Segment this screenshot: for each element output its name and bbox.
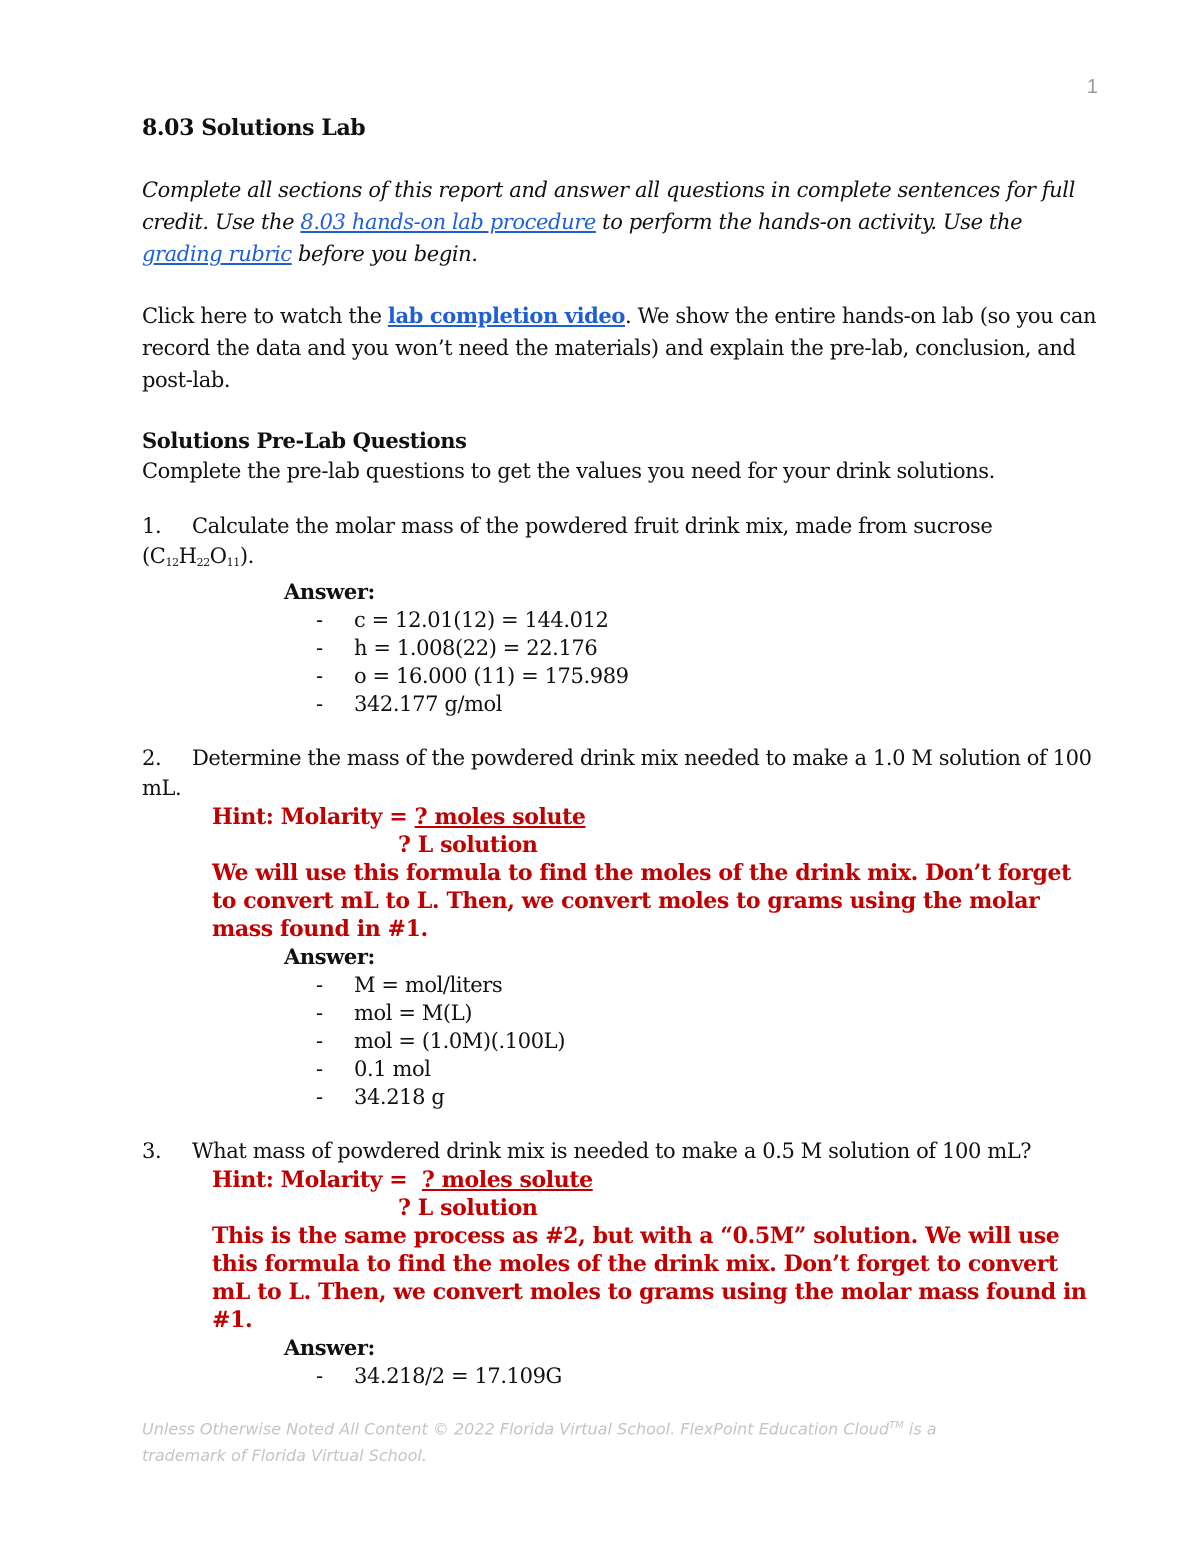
copyright-footer	[142, 1412, 1022, 1469]
question-2	[142, 743, 1102, 803]
question-1-answer-label: Answer:	[284, 579, 375, 604]
lab-completion-video-link[interactable]: lab completion video	[387, 303, 626, 328]
grading-rubric-link[interactable]: grading rubric	[142, 242, 292, 266]
question-1	[142, 511, 1102, 578]
hint-text: We will use this formula to find the moles of the drink mix. Don’t forget to convert mL to L. Then, we convert moles to grams using the molar mass found in #1.	[212, 860, 1071, 942]
video-text-after: . We show the entire hands-on lab (so you can record the data and you won’t need the materials) and explain the pre-lab, conclusion, and post-lab.	[142, 304, 1097, 392]
lab-procedure-link[interactable]: 8.03 hands-on lab procedure	[300, 210, 596, 234]
hint-denominator: ? L solution	[398, 832, 538, 858]
question-3-answers	[142, 1362, 1102, 1390]
intro-text-2: to perform the hands-on activity. Use the	[595, 210, 1023, 234]
footer-text-1: Unless Otherwise Noted All Content © 2022 Florida Virtual School. FlexPoint Education Cloud	[142, 1419, 890, 1439]
answer-item: - 34.218 g	[316, 1083, 1102, 1111]
question-3-number: 3.	[142, 1139, 162, 1163]
answer-item: - c = 12.01(12) = 144.012	[316, 606, 1102, 634]
page-title: 8.03 Solutions Lab	[142, 115, 366, 141]
answer-item: - M = mol/liters	[316, 971, 1102, 999]
hint-label: Hint: Molarity =	[212, 804, 415, 830]
video-paragraph	[142, 300, 1102, 396]
answer-item: - 342.177 g/mol	[316, 690, 1102, 718]
question-2-number: 2.	[142, 746, 162, 770]
trademark-mark: TM	[889, 1420, 904, 1431]
question-2-answers	[142, 971, 1102, 1111]
page-number: 1	[1086, 76, 1098, 98]
intro-text-1: Complete all sections of this report and answer all questions in complete sentences for full credit. Use the	[142, 178, 1075, 234]
question-2-text: Determine the mass of the powdered drink mix needed to make a 1.0 M solution of 100 mL.	[142, 746, 1092, 800]
answer-item: - h = 1.008(22) = 22.176	[316, 634, 1102, 662]
answer-item: - mol = (1.0M)(.100L)	[316, 1027, 1102, 1055]
hint-numerator: ? moles solute	[414, 804, 586, 830]
hint-text: This is the same process as #2, but with a “0.5M” solution. We will use this formula to find the moles of the drink mix. Don’t forget to convert mL to L. Then, we convert moles to grams using the molar mass found in #1.	[212, 1223, 1087, 1333]
document-body	[142, 112, 1102, 1390]
prelab-heading: Solutions Pre-Lab Questions	[142, 428, 467, 453]
question-2-answer-label: Answer:	[284, 944, 375, 969]
question-1-answers	[142, 606, 1102, 718]
hint-numerator: ? moles solute	[421, 1167, 593, 1193]
answer-item: - o = 16.000 (11) = 175.989	[316, 662, 1102, 690]
question-3	[142, 1136, 1102, 1166]
question-1-text: Calculate the molar mass of the powdered fruit drink mix, made from sucrose	[192, 514, 993, 538]
question-3-answer-label: Answer:	[284, 1335, 375, 1360]
hint-denominator: ? L solution	[398, 1195, 538, 1221]
hint-label: Hint: Molarity =	[212, 1167, 422, 1193]
prelab-lead: Complete the pre-lab questions to get the values you need for your drink solutions.	[142, 459, 995, 483]
video-text-before: Click here to watch the	[142, 304, 388, 328]
footer-text-2: is a trademark of Florida Virtual School.	[142, 1419, 937, 1466]
answer-item: - 0.1 mol	[316, 1055, 1102, 1083]
intro-paragraph	[142, 174, 1102, 270]
sucrose-formula: $(C_{12}H_{22}O_{11})$.	[142, 544, 254, 569]
question-3-hint	[212, 1166, 1102, 1334]
question-2-hint	[212, 803, 1102, 943]
answer-item: - mol = M(L)	[316, 999, 1102, 1027]
question-1-number: 1.	[142, 514, 162, 538]
question-3-text: What mass of powdered drink mix is needed to make a 0.5 M solution of 100 mL?	[192, 1139, 1032, 1163]
answer-item: - 34.218/2 = 17.109G	[316, 1362, 1102, 1390]
intro-text-3: before you begin.	[291, 242, 478, 266]
